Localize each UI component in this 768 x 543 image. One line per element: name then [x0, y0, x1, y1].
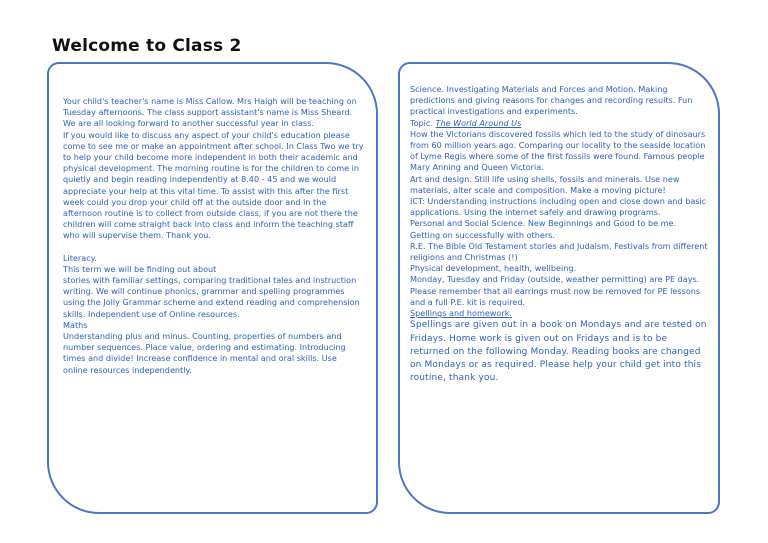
literacy-heading: Literacy. — [63, 252, 97, 263]
topic-title-link[interactable]: The World Around Us — [435, 117, 522, 128]
routine-paragraph: If you would like to discuss any aspect of your child's education please come to see me or make an appointment after school. In Class Two we try to help your child become more independent in both their academic and physical development. The morning routine is for the children to come in quietly and begin reading independently at 8.40 - 45 and we would appreciate your help at this vital time. To assist with this after the first week could you drop your child off at the outside door and in the afternoon routine is to collect from outside class, if you are not there the children will come straight back into class and inform the teaching staff who will supervise them. Thank you. — [63, 129, 364, 241]
maths-paragraph: Understanding plus and minus. Counting, properties of numbers and number sequences. Place value, ordering and estimating. Introducing times and divide! Increase confidence in mental and oral skills. Use online resources independently. — [63, 331, 346, 375]
pse-paragraph: Personal and Social Science. New Beginnings and Good to be me. Getting on successfully with others. — [410, 218, 677, 240]
right-panel — [398, 62, 720, 514]
physical-heading: Physical development, health, wellbeing. — [410, 263, 577, 274]
art-paragraph — [410, 174, 708, 196]
left-panel — [47, 62, 378, 514]
spellings-paragraph: Spellings are given out in a book on Mondays and are tested on Fridays. Home work is given out on Fridays and is to be returned on the following Monday. Reading books are changed on Mondays or as required. Please help your child get into this routine, thank you. — [410, 320, 707, 384]
ict-paragraph: ICT: Understanding instructions including open and close down and basic applications. Using the internet safely and drawing programs. — [410, 196, 707, 218]
page-title: Welcome to Class 2 — [52, 36, 242, 56]
literacy-intro: This term we will be finding out about — [63, 263, 217, 274]
topic-paragraph: How the Victorians discovered fossils which led to the study of dinosaurs from 60 million years ago. Comparing our locality to the seaside location of Lyme Regis where some of the first fossils were found. Famous people Mary Anning and Queen Victoria. — [410, 128, 706, 173]
science-paragraph: Science. Investigating Materials and Forces and Motion. Making predictions and giving reasons for changes and recording results. Fun practical investigations and experiments. — [410, 84, 693, 117]
spellings-heading: Spellings and homework. — [410, 308, 512, 319]
spacer — [63, 242, 364, 253]
re-paragraph: R.E. The Bible Old Testament stories and Judaism, Festivals from different religions and Christmas (!) — [410, 240, 708, 263]
topic-line — [410, 118, 708, 129]
art-text: Still life using shells, fossils and minerals. Use new materials, alter scale and composition. Make a moving picture! — [410, 173, 680, 195]
topic-label: Topic. — [410, 117, 436, 128]
maths-heading: Maths — [63, 319, 88, 330]
art-label: Art and design. — [410, 173, 472, 184]
pe-paragraph: Monday, Tuesday and Friday (outside, weather permitting) are PE days. Please remember that all earrings must now be removed for PE lessons and a full P.E. kit is required. — [410, 274, 701, 307]
literacy-paragraph: stories with familiar settings, comparing traditional tales and instruction writing. We will continue phonics, grammar and spelling programmes using the Jolly Grammar scheme and extend reading and comprehension skills. Independent use of Online resources. — [63, 275, 360, 319]
intro-paragraph: Your child's teacher's name is Miss Callow. Mrs Haigh will be teaching on Tuesday afternoons. The class support assistant's name is Miss Sheard. We are all looking forward to another successful year in class. — [63, 96, 357, 129]
